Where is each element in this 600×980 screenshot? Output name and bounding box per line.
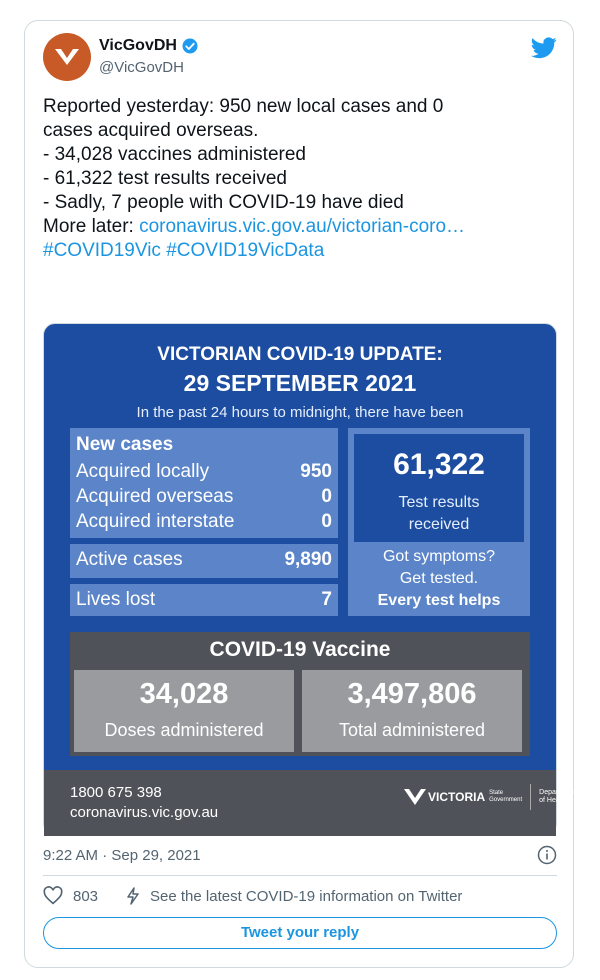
- stat-row: Acquired interstate 0: [76, 511, 332, 532]
- website-text: coronavirus.vic.gov.au: [70, 804, 219, 821]
- author-avatar[interactable]: [43, 33, 91, 81]
- author-handle[interactable]: @VicGovDH: [99, 59, 184, 76]
- covid-update-image[interactable]: [43, 323, 576, 835]
- tweet-reply-button[interactable]: Tweet your reply: [43, 917, 557, 949]
- tweet-line: Reported yesterday: 950 new local cases and 0: [43, 96, 444, 117]
- vaccine-panel: [70, 632, 530, 756]
- active-cases-panel: [70, 544, 338, 578]
- tweet-timestamp[interactable]: 9:22 AM · Sep 29, 2021: [43, 847, 201, 864]
- stat-row: Lives lost 7: [76, 589, 332, 610]
- victoria-government-logo: VICTORIA State Government Department of Health: [404, 784, 576, 810]
- new-cases-panel: [70, 428, 338, 538]
- hashtags[interactable]: #COVID19Vic #COVID19VicData: [43, 240, 325, 261]
- vaccine-title: COVID-19 Vaccine: [209, 638, 391, 661]
- divider: [43, 875, 557, 876]
- tests-panel: [348, 428, 530, 616]
- covid-info-link[interactable]: See the latest COVID-19 information on Twitter: [150, 887, 463, 905]
- hotline-number: 1800 675 398: [70, 784, 162, 801]
- twitter-bird-icon[interactable]: [531, 37, 557, 59]
- tweet-card: [24, 20, 574, 968]
- update-title: VICTORIAN COVID-19 UPDATE:: [157, 344, 443, 365]
- like-count[interactable]: 803: [73, 887, 99, 905]
- every-test-helps: Every test helps: [377, 592, 501, 609]
- update-subtitle: In the past 24 hours to midnight, there have been: [136, 404, 464, 421]
- tweet-line: - Sadly, 7 people with COVID-19 have died: [43, 192, 404, 213]
- info-icon[interactable]: [537, 845, 557, 865]
- more-later-line: More later: coronavirus.vic.gov.au/victorian-coro…: [43, 216, 466, 237]
- tests-label: Test results received: [398, 494, 480, 533]
- stat-row: Acquired overseas 0: [76, 486, 332, 507]
- update-date: 29 SEPTEMBER 2021: [183, 370, 417, 396]
- doses-box: 34,028 Doses administered: [74, 670, 294, 752]
- tweet-line: - 61,322 test results received: [43, 168, 287, 189]
- vic-v-icon: [404, 788, 426, 806]
- tests-value: 61,322: [393, 448, 485, 481]
- vic-logo-icon: [53, 47, 81, 67]
- tweet-link[interactable]: coronavirus.vic.gov.au/victorian-coro…: [139, 216, 466, 237]
- tests-box: [354, 434, 524, 542]
- lives-lost-panel: [70, 584, 338, 616]
- symptoms-message: Got symptoms? Get tested. Every test helps: [348, 546, 530, 612]
- tweet-text: [43, 95, 558, 263]
- total-box: 3,497,806 Total administered: [302, 670, 522, 752]
- tweet-line: cases acquired overseas.: [43, 120, 259, 141]
- heart-icon[interactable]: [43, 887, 63, 905]
- author-name[interactable]: VicGovDH: [99, 37, 199, 55]
- stat-row: Active cases 9,890: [76, 549, 332, 570]
- stat-row: Acquired locally 950: [76, 461, 332, 482]
- tweet-actions: [43, 887, 462, 905]
- new-cases-header: New cases: [76, 434, 174, 455]
- lightning-icon: [126, 887, 140, 905]
- tweet-line: - 34,028 vaccines administered: [43, 144, 306, 165]
- verified-badge-icon: [181, 37, 199, 55]
- department-label: Department of Health: [539, 789, 576, 804]
- media-footer: [44, 770, 576, 836]
